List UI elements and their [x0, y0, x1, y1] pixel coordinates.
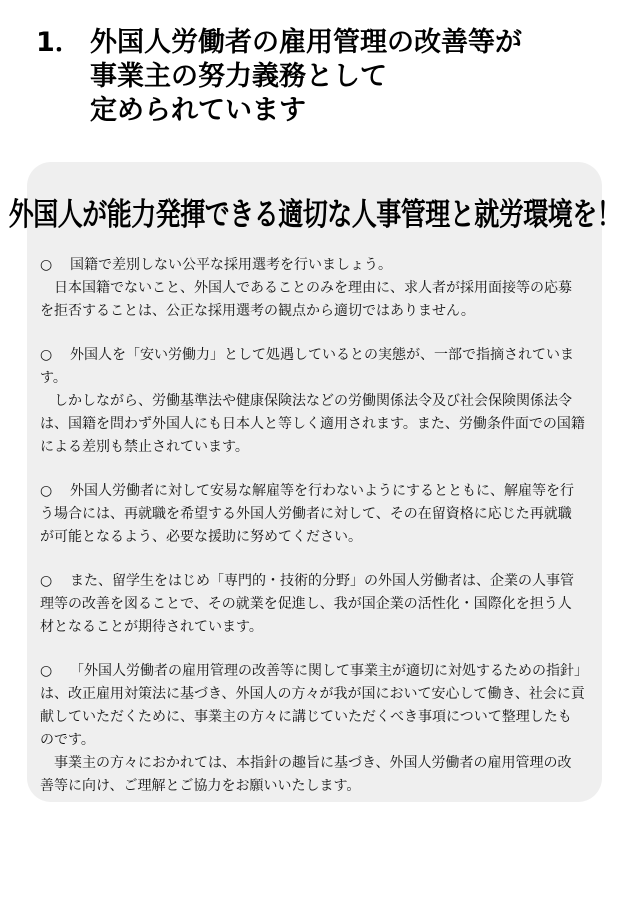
- heading-line-1: [36, 26, 616, 60]
- heading-line-2: 事業主の努力義務として: [90, 61, 387, 92]
- bullet-circle-icon: ○: [40, 573, 53, 589]
- heading-text-1: 外国人労働者の雇用管理の改善等が: [90, 27, 522, 58]
- item-body: しかしながら、労働基準法や健康保険法などの労働関係法令及び社会保険関係法令は、国籍を問わず外国人にも日本人と等しく適用されます。また、労働条件面での国籍による差別も禁止されています。: [40, 393, 585, 455]
- item-lead: 外国人労働者に対して安易な解雇等を行わないようにするとともに、解雇等を行う場合には、再就職を希望する外国人労働者に対して、その在留資格に応じた再就職が可能となるよう、必要な援助に努めてください。: [40, 483, 574, 545]
- heading-line-3: 定められています: [90, 95, 306, 126]
- list-item: [40, 480, 585, 549]
- bullet-circle-icon: ○: [40, 483, 53, 499]
- item-body: 日本国籍でないこと、外国人であることのみを理由に、求人者が採用面接等の応募を拒否することは、公正な採用選考の観点から適切ではありません。: [40, 280, 572, 319]
- item-body: 事業主の方々におかれては、本指針の趣旨に基づき、外国人労働者の雇用管理の改善等に向け、ご理解とご協力をお願いいたします。: [40, 755, 572, 794]
- list-item: [40, 344, 585, 459]
- bullet-circle-icon: ○: [40, 663, 53, 679]
- item-lead: 「外国人労働者の雇用管理の改善等に関して事業主が適切に対処するための指針」は、改正雇用対策法に基づき、外国人の方々が我が国において安心して働き、社会に貢献していただくために、事業主の方々に講じていただくべき事項について整理したものです。: [40, 663, 585, 748]
- list-item: [40, 254, 585, 323]
- item-lead: 外国人を「安い労働力」として処遇しているとの実態が、一部で指摘されています。: [40, 347, 574, 386]
- heading-number: 1．: [36, 27, 82, 58]
- panel-subtitle: 外国人が能力発揮できる適切な人事管理と就労環境を！: [8, 196, 622, 233]
- list-item: [40, 660, 585, 798]
- item-lead: 国籍で差別しない公平な採用選考を行いましょう。: [70, 257, 392, 273]
- guideline-list: [40, 254, 585, 819]
- item-lead: また、留学生をはじめ「専門的・技術的分野」の外国人労働者は、企業の人事管理等の改善を図ることで、その就業を促進し、我が国企業の活性化・国際化を担う人材となることが期待されています。: [40, 573, 574, 635]
- section-heading: [36, 26, 616, 128]
- bullet-circle-icon: ○: [40, 257, 53, 273]
- bullet-circle-icon: ○: [40, 347, 53, 363]
- list-item: [40, 570, 585, 639]
